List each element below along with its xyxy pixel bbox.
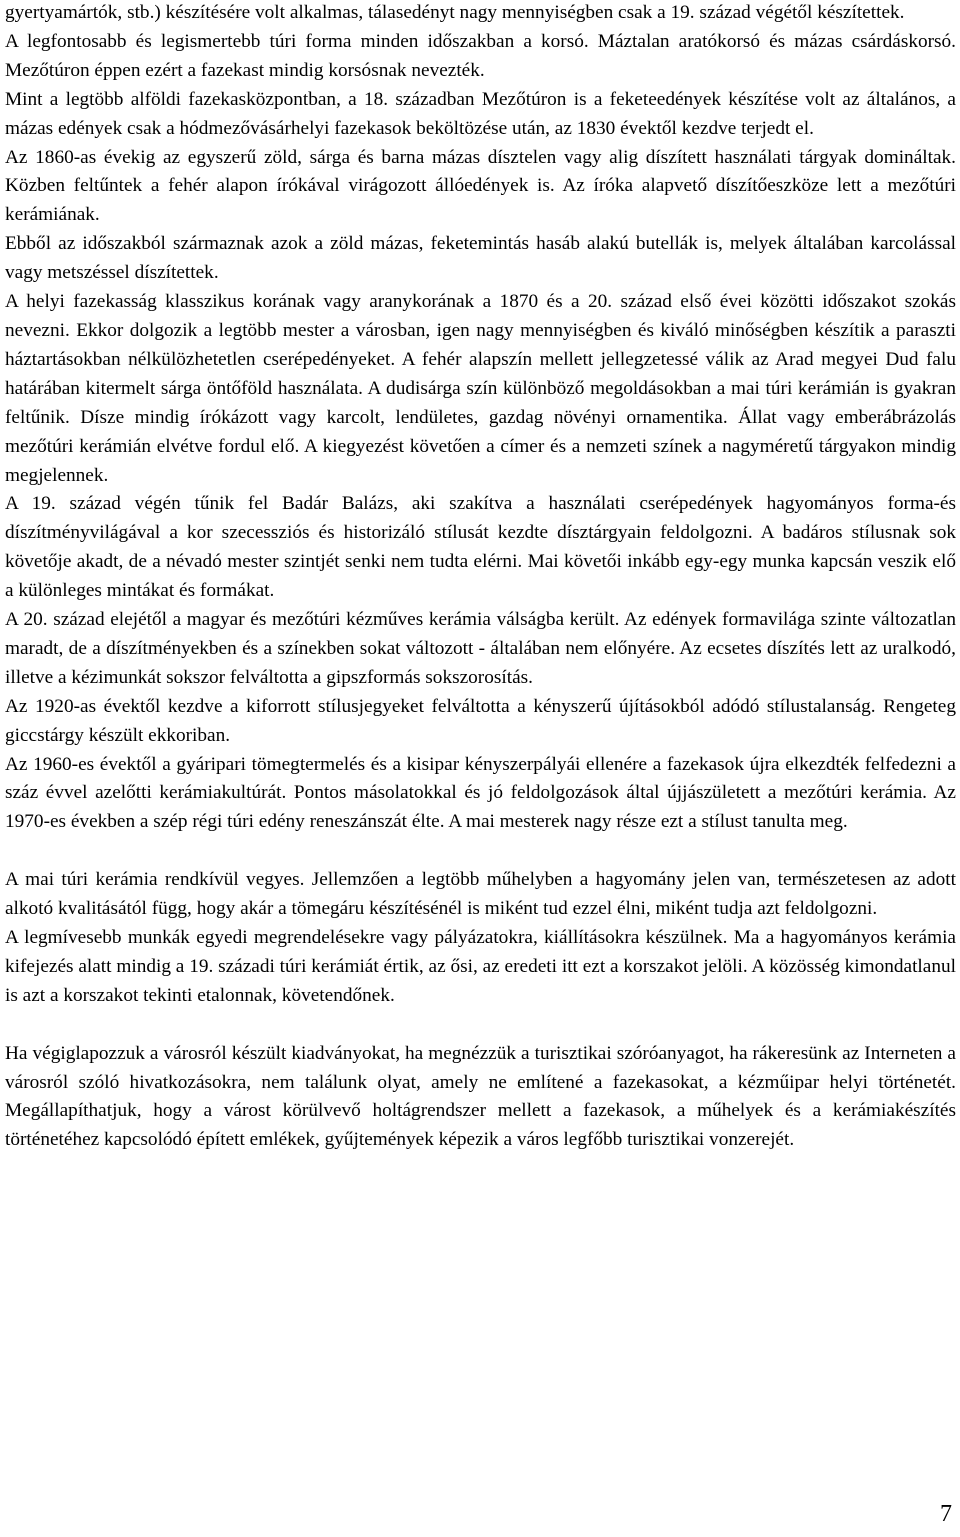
paragraph-3: Mint a legtöbb alföldi fazekasközpontban, a 18. században Mezőtúron is a feketeedények készítése volt az általános, a mázas edények csak a hódmezővásárhelyi fazekasok beköltözése után, az 1830 évektől kezdve terjedt el. — [5, 88, 956, 139]
paragraph-12: A legmívesebb munkák egyedi megrendelésekre vagy pályázatokra, kiállításokra készülnek. Ma a hagyományos kerámia kifejezés alatt mindig a 19. századi túri kerámiát értik, az ősi, az eredeti itt ezt a korszakot jelöli. A közösség kimondatlanul is azt a korszakot tekinti etalonnak, követendőnek. — [5, 926, 956, 1006]
paragraph-9: Az 1920-as évektől kezdve a kiforrott stílusjegyeket felváltotta a kényszerű újításokból adódó stílustalanság. Rengeteg giccstárgy készült ekkoriban. — [5, 695, 956, 746]
paragraph-6: A helyi fazekasság klasszikus korának vagy aranykorának a 1870 és a 20. század első évei közötti időszakot szokás nevezni. Ekkor dolgozik a legtöbb mester a városban, igen nagy mennyiségben és kiváló minőségben készítik a paraszti háztartásokban nélkülözhetetlen cserépedényeket. A fehér alapszín mellett jellegzetessé válik az Arad megyei Dud falu határában kitermelt sárga öntőföld használata. A dudisárga szín különböző megoldásokban a mai túri kerámián is gyakran feltűnik. Dísze mindig írókázott vagy karcolt, lendületes, gazdag növényi ornamentika. Állat vagy emberábrázolás mezőtúri kerámián elvétve fordul elő. A kiegyezést követően a címer és a nemzeti színek a nagyméretű tárgyakon mindig megjelennek. — [5, 291, 956, 486]
page-number: 7 — [940, 1501, 952, 1527]
paragraph-spacer — [5, 1011, 956, 1040]
paragraph-4: Az 1860-as évekig az egyszerű zöld, sárga és barna mázas dísztelen vagy alig díszített használati tárgyak domináltak. Közben feltűntek a fehér alapon írókával virágozott állóedények is. Az íróka alapvető díszítőeszköze lett a mezőtúri kerámiának. — [5, 146, 956, 226]
paragraph-11: A mai túri kerámia rendkívül vegyes. Jellemzően a legtöbb műhelyben a hagyomány jelen van, természetesen az adott alkotó kvalitásától függ, hogy akár a tömegáru készítésénél is miként tud ezzel élni, miként tudja azt feldolgozni. — [5, 869, 956, 920]
paragraph-13: Ha végiglapozzuk a városról készült kiadványokat, ha megnézzük a turisztikai szóróanyagot, ha rákeresünk az Interneten a városról szóló hivatkozásokra, nem találunk olyat, amely ne említené a fazekasokat, a kézműipar helyi történetét. Megállapíthatjuk, hogy a várost körülvevő holtágrendszer mellett a fazekasok, a műhelyek és a kerámiakészítés történetéhez kapcsolódó épített emlékek, gyűjtemények képezik a város legfőbb turisztikai vonzerejét. — [5, 1042, 956, 1151]
paragraph-5: Ebből az időszakból származnak azok a zöld mázas, feketemintás hasáb alakú butellák is, melyek általában karcolással vagy metszéssel díszítettek. — [5, 233, 956, 284]
paragraph-10: Az 1960-es évektől a gyáripari tömegtermelés és a kisipar kényszerpályái ellenére a fazekasok újra elkezdték felfedezni a száz évvel azelőtti kerámiakultúrát. Pontos másolatokkal és jó feldolgozások által újjászületett a mezőtúri kerámia. Az 1970-es években a szép régi túri edény reneszánszát élte. A mai mesterek nagy része ezt a stílust tanulta meg. — [5, 753, 956, 833]
paragraph-spacer — [5, 837, 956, 866]
paragraph-1: gyertyamártók, stb.) készítésére volt alkalmas, tálasedényt nagy mennyiségben csak a 19. század végétől készítettek. — [5, 2, 905, 23]
paragraph-2: A legfontosabb és legismertebb túri forma minden időszakban a korsó. Máztalan aratókorsó és mázas csárdáskorsó. Mezőtúron éppen ezért a fazekast mindig korsósnak nevezték. — [5, 30, 956, 81]
document-page — [5, 0, 956, 1155]
paragraph-8: A 20. század elejétől a magyar és mezőtúri kézműves kerámia válságba került. Az edények formavilága szinte változatlan maradt, de a díszítményekben és a színekben sokat változott - általában nem előnyére. Az ecsetes díszítés lett az uralkodó, illetve a kézimunkát sokszor felváltotta a gipszformás sokszorosítás. — [5, 609, 956, 688]
paragraph-7: A 19. század végén tűnik fel Badár Balázs, aki szakítva a használati cserépedények hagyományos forma-és díszítményvilágával a kor szecessziós és historizáló stílusát kezdte dísztárgyain feldolgozni. A badáros stílusnak sok követője akadt, de a névadó mester szintjét senki nem tudta elérni. Mai követői inkább egy-egy munka kapcsán veszik elő a különleges mintákat és formákat. — [5, 493, 956, 602]
